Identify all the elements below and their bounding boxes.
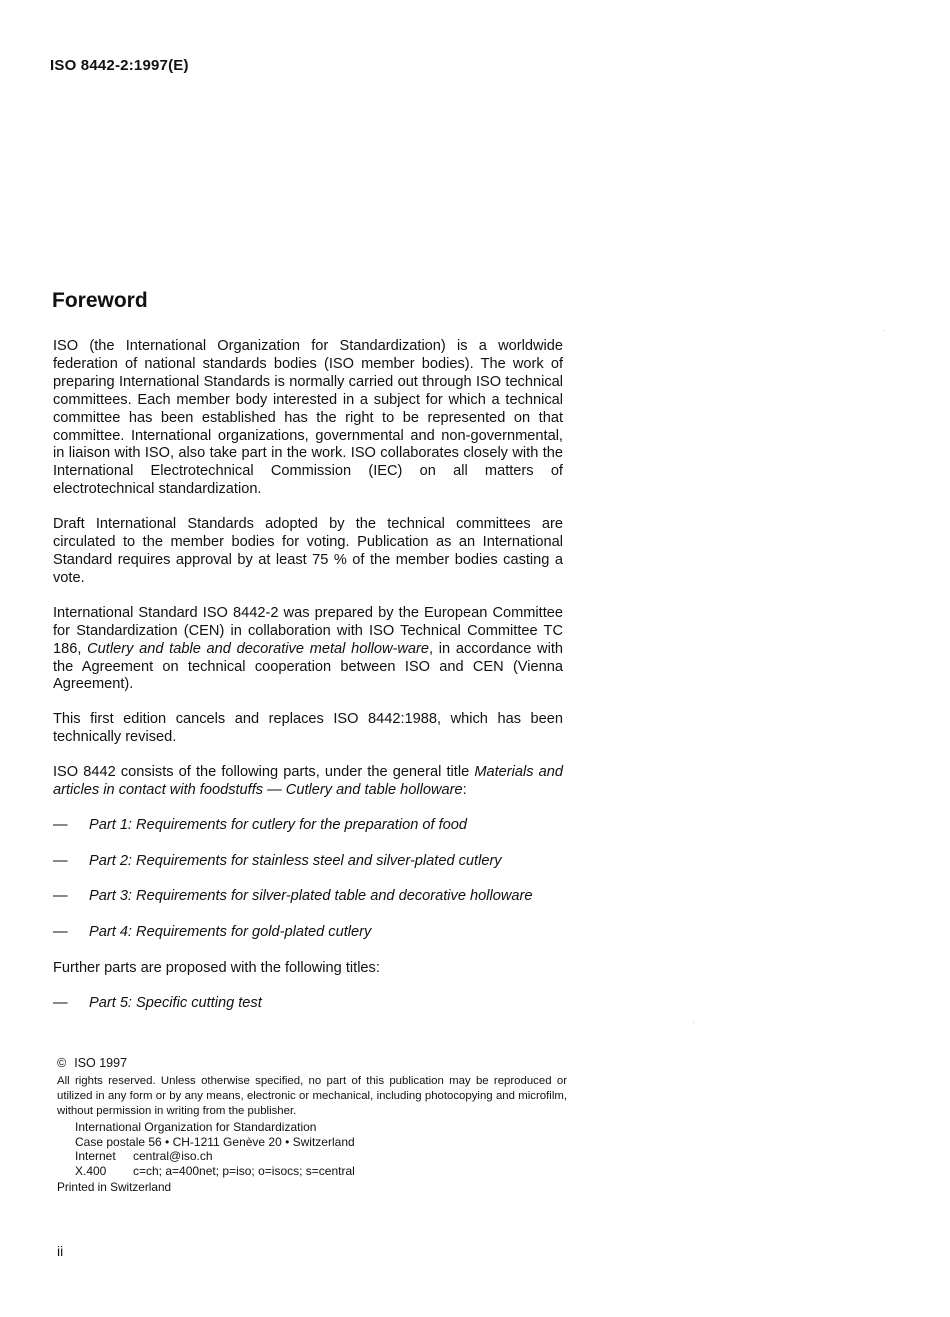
dash-marker: — xyxy=(53,816,68,833)
scan-speck xyxy=(884,330,885,331)
list-item xyxy=(53,853,563,871)
part-title: Part 4: Requirements for gold-plated cutlery xyxy=(89,924,372,941)
organization-name: International Organization for Standardization xyxy=(75,1120,317,1134)
list-item xyxy=(53,924,563,942)
further-parts-list xyxy=(53,995,563,1013)
postal-address: Case postale 56 • CH-1211 Genève 20 • Switzerland xyxy=(75,1134,355,1149)
list-item xyxy=(53,817,563,835)
printed-in: Printed in Switzerland xyxy=(57,1180,172,1194)
parts-intro-end: : xyxy=(462,782,467,799)
page-title: Foreword xyxy=(52,289,148,312)
foreword-body xyxy=(53,338,563,1030)
page-number: ii xyxy=(57,1243,64,1259)
prepared-by-text: International Standard ISO 8442-2 was prepared by the European Committee for Standardization (CEN) in collaboration with ISO Technical Committee TC 186, xyxy=(53,604,563,657)
paragraph-further-parts: Further parts are proposed with the following titles: xyxy=(53,959,380,976)
copyright-block xyxy=(57,1056,567,1195)
copyright-text: ISO 1997 xyxy=(74,1056,128,1070)
scan-speck xyxy=(693,1022,694,1023)
list-item xyxy=(53,995,563,1013)
internet-address: central@iso.ch xyxy=(133,1149,213,1163)
dash-marker: — xyxy=(53,924,68,941)
dash-marker: — xyxy=(53,888,68,905)
x400-address: c=ch; a=400net; p=iso; o=isocs; s=central xyxy=(133,1163,355,1178)
publisher-address xyxy=(57,1120,567,1178)
paragraph-parts-intro xyxy=(53,764,563,800)
prepared-by-text-end: , in accordance with the Agreement on technical cooperation between ISO and CEN (Vienna Agreement). xyxy=(53,640,563,693)
copyright-notice xyxy=(57,1056,567,1071)
document-code: ISO 8442-2:1997(E) xyxy=(50,57,189,74)
paragraph-iso-intro: ISO (the International Organization for Standardization) is a worldwide federation of national standards bodies (ISO member bodies). The work of preparing International Standards is normally carried out through ISO technical committees. Each member body interested in a subject for which a technical committee has been established has the right to be represented on that committee. International organizations, governmental and non-governmental, in liaison with ISO, also take part in the work. ISO collaborates closely with the International Electrotechnical Commission (IEC) on all matters of electrotechnical standardization. xyxy=(53,338,563,498)
internet-label: Internet xyxy=(75,1149,116,1163)
committee-title: Cutlery and table and decorative metal hollow-ware xyxy=(87,640,429,657)
dash-marker: — xyxy=(53,994,68,1011)
part-title: Part 5: Specific cutting test xyxy=(89,994,262,1011)
dash-marker: — xyxy=(53,852,68,869)
paragraph-edition-note: This first edition cancels and replaces ISO 8442:1988, which has been technically revised. xyxy=(53,711,563,746)
part-title: Part 2: Requirements for stainless steel and silver-plated cutlery xyxy=(89,852,502,869)
copyright-icon: © xyxy=(57,1056,67,1070)
parts-intro-text: ISO 8442 consists of the following parts, under the general title xyxy=(53,764,475,781)
list-item xyxy=(53,888,563,906)
x400-label: X.400 xyxy=(75,1163,107,1178)
part-title: Part 3: Requirements for silver-plated table and decorative holloware xyxy=(89,888,533,905)
general-title: Materials and articles in contact with foodstuffs — Cutlery and table holloware xyxy=(53,764,563,799)
x400-line xyxy=(75,1164,567,1179)
parts-list xyxy=(53,817,563,942)
internet-line xyxy=(75,1149,567,1164)
paragraph-draft-standards: Draft International Standards adopted by the technical committees are circulated to the member bodies for voting. Publication as an International Standard requires approval by at least 75 % of the member bodies casting a vote. xyxy=(53,516,563,586)
paragraph-prepared-by xyxy=(53,605,563,695)
part-title: Part 1: Requirements for cutlery for the preparation of food xyxy=(89,816,468,833)
rights-statement: All rights reserved. Unless otherwise specified, no part of this publication may be reproduced or utilized in any form or by any means, electronic or mechanical, including photocopying and microfilm, without permission in writing from the publisher. xyxy=(57,1075,567,1117)
